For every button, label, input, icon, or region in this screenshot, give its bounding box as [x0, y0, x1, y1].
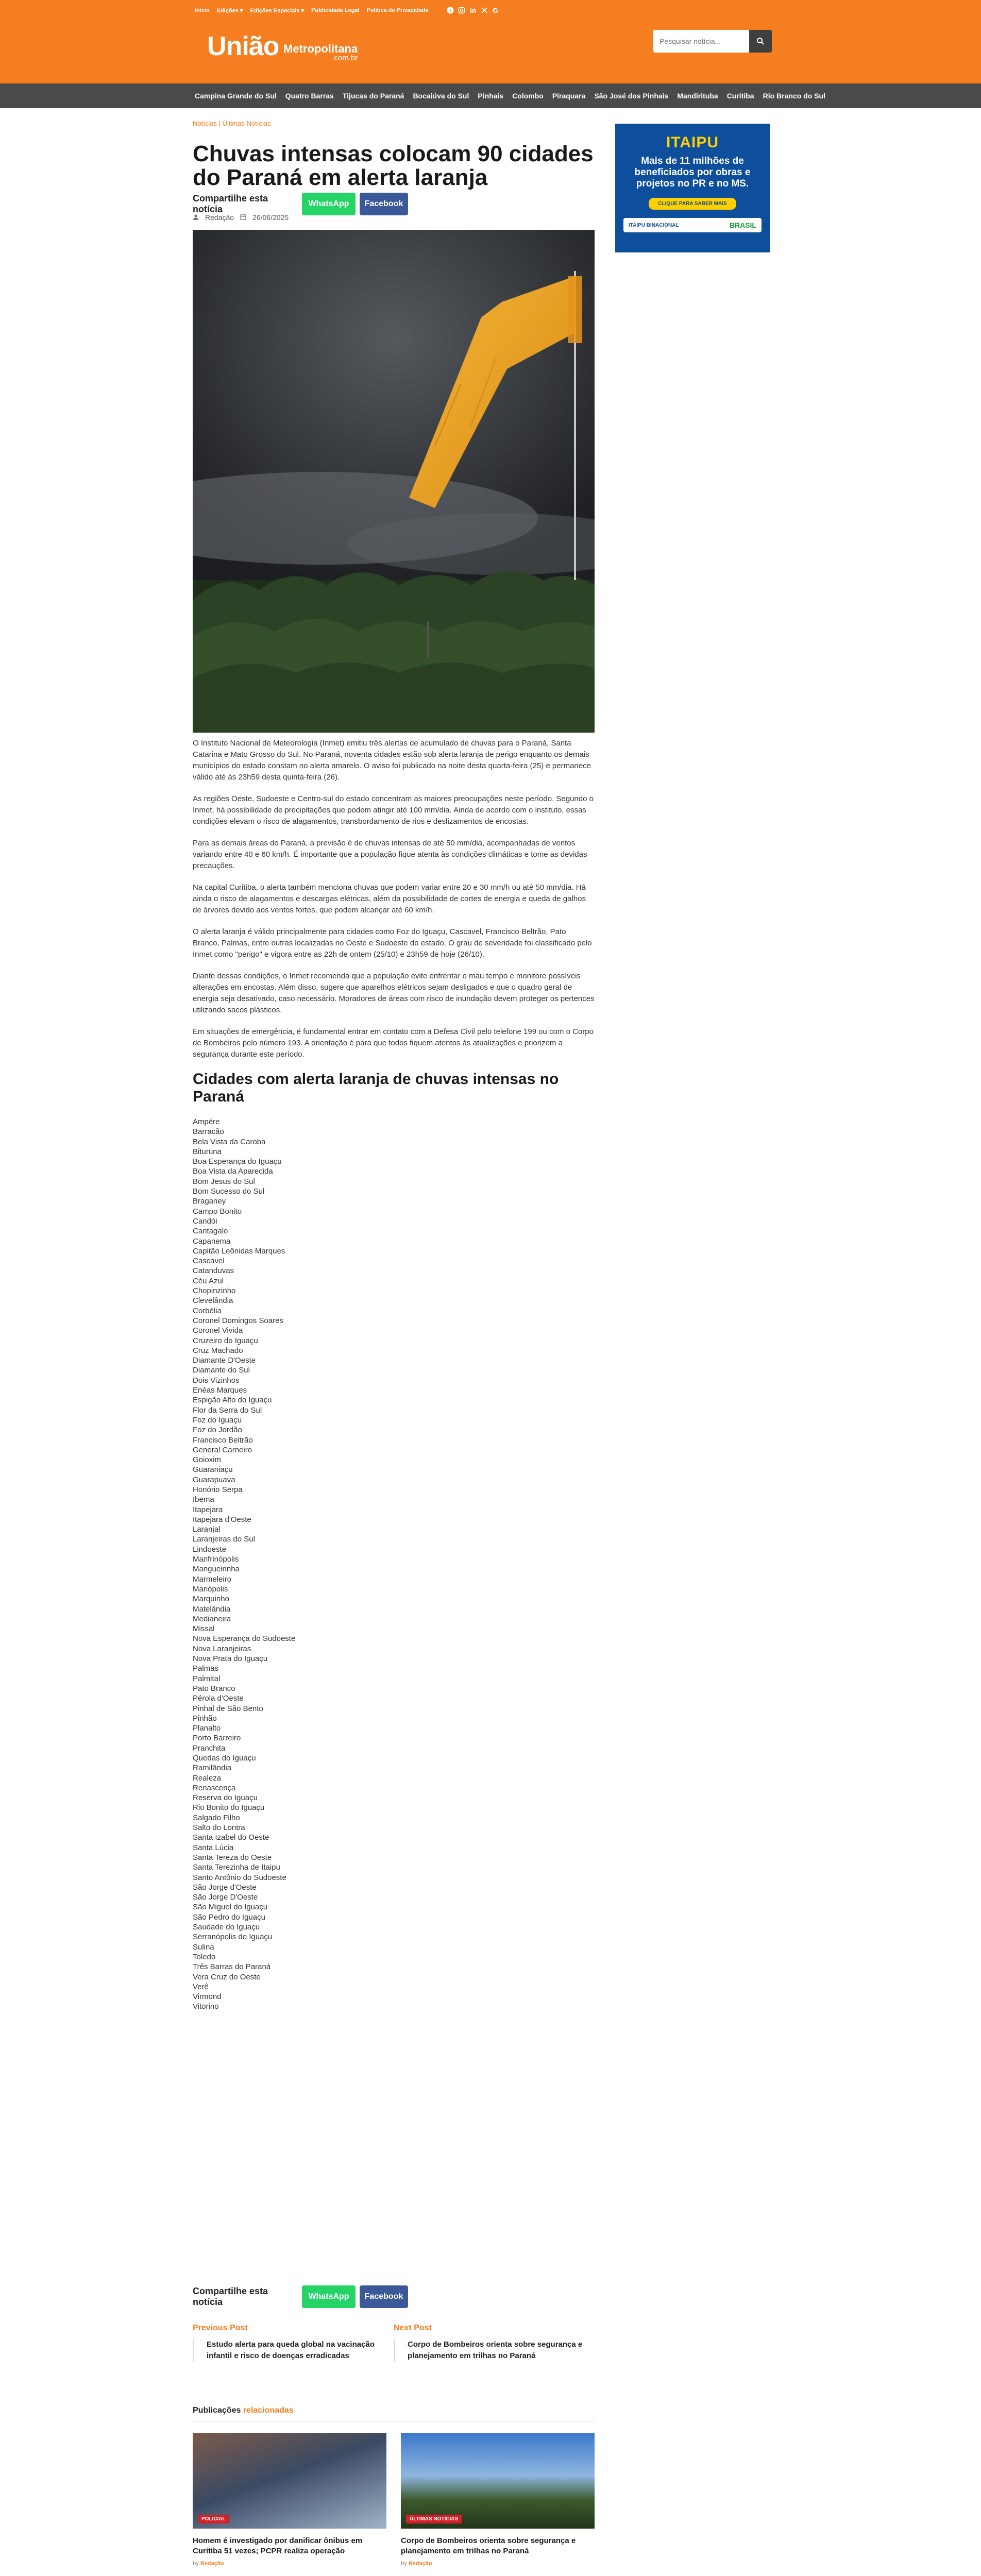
city-item: Pranchita [193, 1743, 226, 1753]
city-item: Marmeleiro [193, 1574, 232, 1584]
nav-item-quatro-barras[interactable]: Quatro Barras [285, 92, 334, 100]
related-card-byline [193, 2561, 386, 2567]
share-bar-top [193, 193, 412, 215]
city-item: Cruzeiro do Iguaçu [193, 1336, 258, 1345]
linkedin-icon[interactable] [467, 5, 479, 16]
city-item: Flor da Serra do Sul [193, 1405, 262, 1415]
byline-prefix: by [401, 2561, 407, 2567]
breadcrumb[interactable]: Notícias | Últimas Notícias [193, 120, 271, 127]
related-card-title[interactable]: Corpo de Bombeiros orienta sobre segurança e planejamento em trilhas no Paraná [401, 2536, 576, 2555]
byline-prefix: by [193, 2561, 199, 2567]
x-icon[interactable] [479, 5, 490, 16]
city-item: Itapejara d'Oeste [193, 1515, 251, 1524]
city-item: Quedas do Iguaçu [193, 1754, 256, 1762]
article-meta [193, 213, 295, 222]
city-item: Serranópolis do Iguaçu [193, 1933, 273, 1942]
byline-author[interactable]: Redação [200, 2561, 224, 2567]
related-divider [193, 2421, 595, 2422]
related-card[interactable] [401, 2433, 595, 2567]
whatsapp-share-button[interactable]: WhatsApp [302, 193, 356, 215]
search-input[interactable] [653, 30, 749, 53]
nav-item-pinhais[interactable]: Pinhais [478, 92, 504, 100]
ad-footer [623, 218, 762, 232]
city-item: Toledo [193, 1952, 216, 1961]
city-item: Renascença [193, 1783, 236, 1792]
city-item: Vera Cruz do Oeste [193, 1972, 261, 1981]
facebook-share-button-bottom[interactable]: Facebook [360, 2285, 408, 2308]
city-item: Diamante D'Oeste [193, 1356, 256, 1365]
city-item: Ibema [193, 1495, 214, 1504]
city-item: Palmital [193, 1674, 221, 1683]
city-item: Itapejara [193, 1505, 223, 1514]
city-item: Pérola d'Oeste [193, 1694, 244, 1703]
search-button[interactable] [749, 30, 772, 53]
city-item: Francisco Beltrão [193, 1435, 253, 1445]
city-item: Vitorino [193, 2002, 219, 2011]
city-item: Barracão [193, 1127, 224, 1137]
facebook-share-button[interactable]: Facebook [360, 193, 408, 215]
city-item: São Jorge D'Oeste [193, 1893, 258, 1902]
city-item: Candói [193, 1216, 217, 1226]
city-item: Missal [193, 1624, 215, 1634]
site-logo[interactable] [207, 31, 358, 62]
city-item: Marquinho [193, 1595, 229, 1604]
city-item: Nova Prata do Iguaçu [193, 1654, 268, 1664]
ad-text: Mais de 11 milhões de beneficiados por obras e projetos no PR e no MS. [634, 156, 751, 189]
logo-side-name: Metropolitana [283, 42, 358, 55]
city-item: Saudade do Iguaçu [193, 1923, 260, 1932]
city-item: Nova Laranjeiras [193, 1644, 251, 1653]
ad-footer-right: BRASIL [729, 221, 756, 229]
related-heading-b: relacionadas [243, 2406, 294, 2415]
nav-item-sao-jose-dos-pinhais[interactable]: São José dos Pinhais [594, 92, 669, 100]
city-item: Guaraniaçu [193, 1465, 233, 1475]
city-item: Três Barras do Paraná [193, 1962, 271, 1972]
toplink-publicidade-legal[interactable]: Publicidade Legal [311, 7, 360, 13]
city-item: São Miguel do Iguaçu [193, 1903, 268, 1912]
city-item: Diamante do Sul [193, 1366, 250, 1375]
city-item: Sulina [193, 1942, 214, 1952]
facebook-icon[interactable] [445, 5, 456, 16]
city-item: Boa Vista da Aparecida [193, 1167, 273, 1176]
city-item: Clevelândia [193, 1296, 233, 1306]
city-item: Verê [193, 1982, 209, 1991]
article-paragraph: O Instituto Nacional de Meteorologia (Inmet) emitiu três alertas de acumulado de chuvas para o Paraná, Santa Catarina e Mato Grosso do Sul. No Paraná, noventa cidades estão sob alerta laranja de perigo enquanto os demais municípios do estado constam no alerta amarelo. O aviso foi publicado na noite desta quarta-feira (25) e permanece válido até às 23h59 desta quinta-feira (26). [193, 739, 591, 782]
city-item: Santa Terezinha de Itaipu [193, 1863, 280, 1872]
city-item: Bela Vista da Caroba [193, 1137, 266, 1146]
city-item: Chopinzinho [193, 1286, 236, 1296]
calendar-icon [240, 213, 246, 222]
article-body [193, 738, 595, 2012]
article-hero-image [193, 230, 595, 733]
city-item: Santa Tereza do Oeste [193, 1853, 272, 1862]
toplink-politica-privacidade[interactable]: Política de Privacidade [366, 7, 429, 13]
byline-author[interactable]: Redação [408, 2561, 432, 2567]
city-item: Dois Vizinhos [193, 1376, 240, 1385]
site-header [0, 21, 981, 83]
author-icon [193, 213, 199, 222]
related-card-title[interactable]: Homem é investigado por danificar ônibus em Curitiba 51 vezes; PCPR realiza operação [193, 2536, 363, 2555]
city-item: Bom Jesus do Sul [193, 1177, 255, 1186]
svg-text:f: f [449, 8, 451, 13]
city-item: Porto Barreiro [193, 1734, 241, 1743]
article-paragraph: Em situações de emergência, é fundamental entrar em contato com a Defesa Civil pelo telefone 199 ou com o Corpo de Bombeiros pelo número 193. A orientação é para que todos fiquem atentos às atualizações e priorizem a segurança durante este período. [193, 1027, 594, 1059]
related-card-image[interactable] [193, 2433, 386, 2529]
city-item: Bituruna [193, 1147, 222, 1156]
related-heading [193, 2406, 294, 2415]
logo-domain: .com.br [332, 54, 358, 62]
next-post-title[interactable]: Corpo de Bombeiros orienta sobre segurança e planejamento em trilhas no Paraná [394, 2339, 584, 2362]
category-badge[interactable]: ÚLTIMAS NOTÍCIAS [406, 2515, 462, 2523]
logo-main: União [207, 31, 279, 61]
nav-item-campina-grande-do-sul[interactable]: Campina Grande do Sul [195, 92, 277, 100]
nav-item-mandirituba[interactable]: Mandirituba [677, 92, 718, 100]
city-item: Salgado Filho [193, 1813, 240, 1822]
publish-date: 26/06/2025 [252, 213, 289, 222]
city-item: Coronel Vivida [193, 1326, 243, 1335]
city-item: Cascavel [193, 1257, 225, 1266]
city-item: Mangueirinha [193, 1565, 240, 1574]
next-post-label: Next Post [394, 2324, 432, 2332]
city-item: Manfrinópolis [193, 1555, 239, 1564]
cities-heading: Cidades com alerta laranja de chuvas intensas no Paraná [193, 1071, 559, 1105]
city-item: Capanema [193, 1236, 231, 1246]
city-item: Coronel Domingos Soares [193, 1316, 283, 1325]
cities-list [193, 1117, 595, 2012]
city-item: Lindoeste [193, 1545, 227, 1554]
whatsapp-share-button-bottom[interactable]: WhatsApp [302, 2285, 356, 2308]
logo-side [283, 44, 358, 63]
related-card[interactable] [193, 2433, 386, 2567]
previous-post-label: Previous Post [193, 2324, 248, 2332]
city-item: Realeza [193, 1773, 222, 1783]
city-item: São Pedro do Iguaçu [193, 1912, 265, 1922]
city-item: Matelândia [193, 1604, 231, 1614]
city-item: Goioxim [193, 1455, 222, 1465]
nav-item-colombo[interactable]: Colombo [512, 92, 544, 100]
ad-footer-left: ITAIPU BINACIONAL [629, 222, 679, 228]
article-paragraph: As regiões Oeste, Sudoeste e Centro-sul do estado concentram as maiores preocupações neste período. Segundo o Inmet, há possibilidade de precipitações que podem atingir até 100 mm/dia. Ainda de acordo com o instituto, essas condições elevam o risco de alagamentos, transbordamento de rios e deslizamentos de encostas. [193, 794, 594, 826]
city-item: Pinhal de São Bento [193, 1704, 263, 1713]
article-paragraph: Para as demais áreas do Paraná, a previsão é de chuvas intensas de até 50 mm/dia, acompanhadas de ventos variando entre 40 e 60 km/h. É importante que a população fique atenta às condições climáticas e tome as devidas precauções. [193, 839, 587, 870]
city-item: Rio Bonito do Iguaçu [193, 1803, 265, 1812]
city-item: Palmas [193, 1664, 219, 1673]
city-item: Pinhão [193, 1714, 217, 1723]
post-navigation [193, 2324, 595, 2375]
city-item: Foz do Jordão [193, 1426, 242, 1435]
city-item: Cantagalo [193, 1227, 228, 1236]
toplink-edicoes-especiais[interactable]: Edições Especiais ▾ [250, 7, 305, 14]
toplink-edicoes[interactable]: Edições ▾ [216, 7, 243, 14]
share-bar-bottom [193, 2285, 412, 2308]
city-item: Pato Branco [193, 1684, 235, 1693]
city-item: Salto do Lontra [193, 1823, 245, 1833]
city-item: Cruz Machado [193, 1346, 243, 1355]
city-item: Capitão Leônidas Marques [193, 1246, 285, 1256]
city-item: Enéas Marques [193, 1386, 247, 1395]
city-item: Nova Esperança do Sudoeste [193, 1634, 296, 1643]
city-item: Reserva do Iguaçu [193, 1793, 258, 1803]
article-paragraph: Diante dessas condições, o Inmet recomenda que a população evite enfrentar o mau tempo e monitore possíveis alterações em encostas. Além disso, sugere que aparelhos elétricos sejam desligados e que o quadro geral de energia seja desativado, caso necessário. Moradores de áreas com risco de inundação devem proteger os pertences utilizando sacos plásticos. [193, 972, 595, 1014]
city-item: Medianeira [193, 1614, 231, 1623]
nav-item-bocaiuva-do-sul[interactable]: Bocaiúva do Sul [413, 92, 469, 100]
next-post[interactable] [394, 2324, 584, 2362]
city-item: Foz do Iguaçu [193, 1415, 242, 1425]
ad-brand: ITAIPU [666, 134, 719, 151]
city-item: Ampére [193, 1117, 220, 1126]
city-item: Santa Izabel do Oeste [193, 1833, 269, 1842]
city-item: Braganey [193, 1197, 226, 1206]
article-paragraph: Na capital Curitiba, o alerta também menciona chuvas que podem variar entre 20 e 30 mm/h ou até 50 mm/dia. Há ainda o risco de alagamentos e descargas elétricas, além da possibilidade de cortes de energia e queda de galhos de árvores devido aos ventos fortes, que podem alcançar até 60 km/h. [193, 883, 586, 914]
top-bar [0, 0, 981, 21]
city-item: Mariópolis [193, 1584, 228, 1594]
social-links [445, 5, 501, 16]
city-item: São Jorge d'Oeste [193, 1883, 257, 1892]
city-item: Virmond [193, 1992, 222, 2002]
search-icon [756, 37, 765, 45]
city-item: Santo Antônio do Sudoeste [193, 1873, 286, 1882]
previous-post-title[interactable]: Estudo alerta para queda global na vacinação infantil e risco de doenças erradicadas [193, 2339, 383, 2362]
article-paragraph: O alerta laranja é válido principalmente para cidades como Foz do Iguaçu, Cascavel, Francisco Beltrão, Pato Branco, Palmas, entre outras localizadas no Oeste e Sudoeste do estado. O grau de severidade foi classificado pelo Inmet como "perigo" e vigora entre as 22h de ontem (25/10) e 23h59 de hoje (26/10). [193, 927, 592, 959]
instagram-icon[interactable] [456, 5, 467, 16]
page-title: Chuvas intensas colocam 90 cidades do Paraná em alerta laranja [193, 141, 594, 190]
city-item: Laranjal [193, 1525, 221, 1534]
nav-item-tijucas-do-parana[interactable]: Tijucas do Paraná [342, 92, 404, 100]
share-label: Compartilhe esta notícia [193, 193, 268, 214]
share-label-bottom: Compartilhe esta notícia [193, 2286, 268, 2307]
nav-item-rio-branco-do-sul[interactable]: Rio Branco do Sul [763, 92, 825, 100]
city-item: Laranjeiras do Sul [193, 1535, 255, 1544]
city-item: Campo Bonito [193, 1207, 242, 1216]
ad-cta-button[interactable]: CLIQUE PARA SABER MAIS [649, 198, 736, 210]
related-card-image[interactable] [401, 2433, 595, 2529]
previous-post[interactable] [193, 2324, 383, 2362]
city-item: Planalto [193, 1724, 221, 1733]
toplink-inicio[interactable]: Início [195, 7, 210, 13]
sidebar-ad-banner[interactable] [615, 124, 770, 252]
city-item: Espigão Alto do Iguaçu [193, 1396, 272, 1405]
google-icon[interactable] [490, 5, 501, 16]
author-name[interactable]: Redação [205, 213, 234, 222]
nav-item-piraquara[interactable]: Piraquara [552, 92, 586, 100]
city-item: Ramilândia [193, 1764, 232, 1773]
city-item: Catanduvas [193, 1266, 234, 1276]
city-item: Corbélia [193, 1306, 222, 1315]
city-item: Céu Azul [193, 1276, 224, 1285]
related-card-byline [401, 2561, 595, 2567]
city-item: General Carneiro [193, 1445, 252, 1454]
city-item: Guarapuava [193, 1475, 235, 1484]
city-item: Bom Sucesso do Sul [193, 1187, 265, 1196]
city-item: Boa Esperança do Iguaçu [193, 1157, 282, 1166]
nav-item-curitiba[interactable]: Curitiba [726, 92, 754, 100]
city-item: Santa Lúcia [193, 1843, 234, 1852]
category-badge[interactable]: POLICIAL [198, 2515, 229, 2523]
search-form [653, 30, 772, 53]
related-heading-a: Publicações [193, 2406, 241, 2415]
city-item: Honório Serpa [193, 1485, 243, 1494]
main-nav [0, 83, 981, 108]
